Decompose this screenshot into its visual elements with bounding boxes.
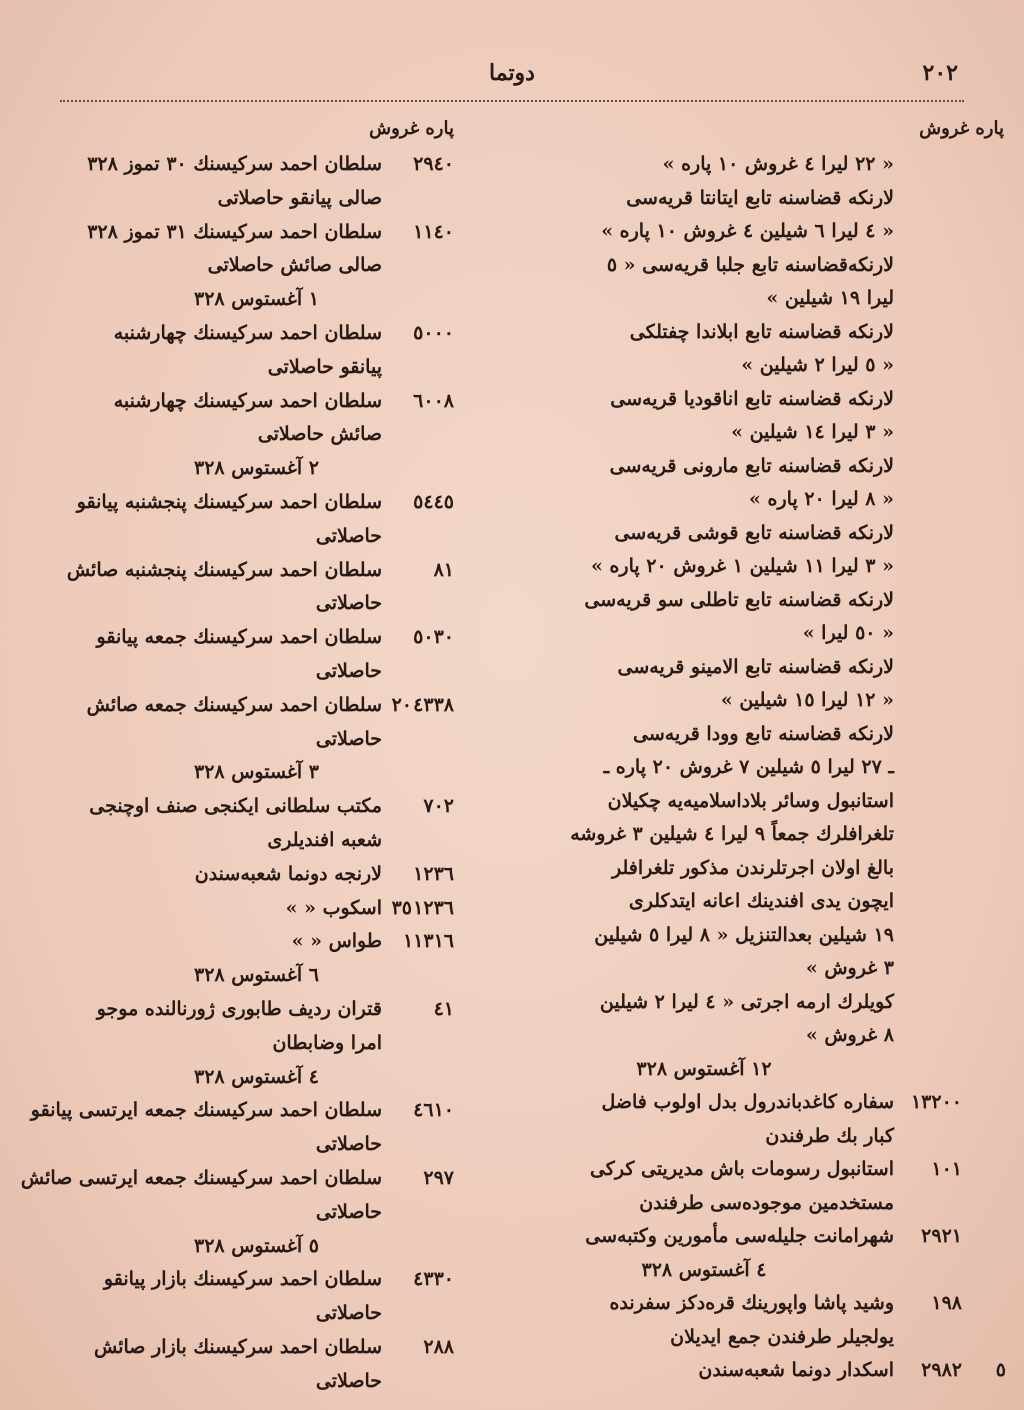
entry-text: سلطان احمد سركيسنك پنجشنبه صائش <box>66 558 382 581</box>
entry-text: صالى صائش حاصلاتى <box>207 254 382 277</box>
entry-amount-kurus: ٨١ <box>433 558 454 581</box>
entry-text: حاصلاتى <box>315 592 382 615</box>
entry-amount-kurus: ٥٠٣٠ <box>413 626 454 649</box>
entry-text: حاصلاتى <box>315 1133 382 1156</box>
entry-amount-kurus: ٧٠٢ <box>423 795 454 818</box>
entry-text: لارنكه قضاسنه تابع ابلاندا چفتلكى <box>629 320 894 343</box>
entry-amount-kurus: ٢٨٨ <box>423 1336 454 1358</box>
entry-text: سلطان احمد سركيسنك جمعه ايرتسى پيانقو <box>30 1099 382 1122</box>
date-heading: ٣ آغستوس ٣٢٨ <box>194 761 319 784</box>
date-heading: ٥ آغستوس ٣٢٨ <box>194 1234 319 1257</box>
entry-amount-kurus: ٤١ <box>433 998 454 1020</box>
entry-text: ٣ غروش » <box>805 957 894 979</box>
entry-amount-kurus: ١١٤٠ <box>413 220 454 243</box>
amount-header-right: پاره غروش <box>919 118 1004 139</box>
entry-amount-para: ٣٥ <box>391 896 412 919</box>
entry-text: يولجيلر طرفندن جمع ايديلان <box>670 1325 894 1348</box>
entry-text: لارنكه قضاسنه تابع قوشى قريه‌سى <box>614 521 894 544</box>
entry-text: تلغرافلرك جمعاً ٩ ليرا ٤ شيلين ٣ غروشه <box>570 823 894 845</box>
entry-amount-kurus: ١٩٨ <box>931 1292 962 1314</box>
entry-text: حاصلاتى <box>315 1200 382 1223</box>
entry-text: وشيد پاشا واپورينك قره‌دكز سفرنده <box>609 1292 894 1314</box>
entry-amount-kurus: ١٣٢٠٠ <box>910 1091 962 1113</box>
entry-text: اسكدار دونما شعبه‌سندن <box>698 1359 894 1381</box>
entry-text: سلطان احمد سركيسنك ٣٠ تموز ٣٢٨ <box>87 153 382 175</box>
entry-amount-kurus: ١٢٣٦ <box>413 862 454 885</box>
entry-amount-para: ٢٠ <box>391 693 412 716</box>
date-heading: ٤ آغستوس ٣٢٨ <box>194 1065 319 1088</box>
entry-text: « ٢٢ ليرا ٤ غروش ١٠ پاره » <box>662 153 894 175</box>
entry-text: سلطان احمد سركيسنك جمعه ايرتسى صائش <box>20 1167 382 1189</box>
header-divider <box>60 100 964 102</box>
entry-amount-para: ٥ <box>995 1359 1006 1381</box>
running-title: دوتما <box>489 60 535 86</box>
date-heading: ١ آغستوس ٣٢٨ <box>194 288 319 311</box>
entry-text: صالى پيانقو حاصلاتى <box>217 186 382 209</box>
entry-text: سلطان احمد سركيسنك بازار صائش <box>94 1336 382 1358</box>
entry-text: لارنجه دونما شعبه‌سندن <box>194 862 382 885</box>
entry-text: « ٨ ليرا ٢٠ پاره » <box>749 488 894 510</box>
entry-amount-kurus: ٤٣٣٠ <box>413 1268 454 1291</box>
entry-text: ـ ٢٧ ليرا ٥ شيلين ٧ غروش ٢٠ پاره ـ <box>603 756 894 778</box>
entry-text: « ٥٠ ليرا » <box>802 622 894 644</box>
entry-text: ايچون يدى افندينك اعانه ايتدكلرى <box>628 890 894 912</box>
entry-amount-kurus: ٤٦١٠ <box>413 1099 454 1122</box>
entry-amount-kurus: ٢٩٢١ <box>921 1225 962 1247</box>
entry-text: « ٥ ليرا ٢ شيلين » <box>741 354 894 376</box>
entry-text: لارنكه‌قضاسنه تابع جلبا قريه‌سى « ٥ <box>606 253 894 276</box>
entry-text: « ٣ ليرا ١١ شيلين ١ غروش ٢٠ پاره » <box>590 555 894 577</box>
entry-text: استانبول وسائر بلاداسلاميه‌يه چكيلان <box>607 789 894 812</box>
entry-text: ١٩ شيلين بعدالتنزيل « ٨ ليرا ٥ شيلين <box>594 923 894 946</box>
entry-text: لارنكه قضاسنه تابع الامينو قريه‌سى <box>617 655 894 678</box>
entry-text: سفاره كاغدباندرول بدل اولوب فاضل <box>601 1091 894 1113</box>
entry-text: بالغ اولان اجرتلرندن مذكور تلغرافلر <box>611 856 894 879</box>
date-heading: ٢ آغستوس ٣٢٨ <box>194 457 319 480</box>
entry-text: سلطان احمد سركيسنك چهارشنبه <box>113 322 382 344</box>
entry-text: لارنكه قضاسنه تابع مارونى قريه‌سى <box>609 454 894 477</box>
entry-text: طواس « » <box>291 930 382 953</box>
entry-text: « ١٢ ليرا ١٥ شيلين » <box>720 689 894 711</box>
entry-text: ٨ غروش » <box>805 1024 894 1046</box>
entry-text: سلطان احمد سركيسنك جمعه پيانقو <box>96 626 382 649</box>
entry-text: سلطان احمد سركيسنك چهارشنبه <box>113 389 382 412</box>
entry-text: كويلرك ارمه اجرتى « ٤ ليرا ٢ شيلين <box>599 990 894 1013</box>
entry-text: پيانقو حاصلاتى <box>267 355 382 378</box>
entry-amount-kurus: ٥٠٠٠ <box>413 322 454 344</box>
date-heading: ٤ آغستوس ٣٢٨ <box>641 1258 767 1281</box>
entry-text: « ٤ ليرا ٦ شيلين ٤ غروش ١٠ پاره » <box>601 220 894 242</box>
entry-text: حاصلاتى <box>315 1369 382 1392</box>
entry-text: صائش حاصلاتى <box>257 423 382 446</box>
entry-text: مستخدمين موجوده‌سى طرفندن <box>639 1191 894 1214</box>
entry-text: لارنكه قضاسنه تابع وودا قريه‌سى <box>633 722 894 745</box>
entry-text: سلطان احمد سركيسنك پنجشنبه پيانقو <box>76 491 382 513</box>
entry-text: لارنكه قضاسنه تابع ايتانتا قريه‌سى <box>626 186 894 209</box>
entry-text: شعبه افنديلرى <box>267 829 382 851</box>
entry-text: حاصلاتى <box>315 660 382 682</box>
entry-text: اسكوب « » <box>285 896 382 919</box>
page-number: ٢٠٢ <box>922 60 958 86</box>
entry-amount-kurus: ١٢٣٦ <box>413 896 454 919</box>
entry-amount-kurus: ٢٩٧ <box>423 1167 454 1189</box>
entry-text: حاصلاتى <box>315 1302 382 1325</box>
entry-text: لارنكه قضاسنه تابع تاطلى سو قريه‌سى <box>584 588 894 611</box>
entry-amount-kurus: ٦٠٠٨ <box>413 389 454 412</box>
entry-amount-kurus: ١١٣١٦ <box>402 930 454 953</box>
entry-text: سلطان احمد سركيسنك ٣١ تموز ٣٢٨ <box>87 220 382 243</box>
entry-text: مكتب سلطانى ايكنجى صنف اوچنجى <box>89 795 382 818</box>
date-heading: ١٢ آغستوس ٣٢٨ <box>636 1057 772 1080</box>
entry-text: سلطان احمد سركيسنك جمعه صائش <box>86 693 382 716</box>
entry-text: « ٣ ليرا ١٤ شيلين » <box>731 421 894 443</box>
entry-text: حاصلاتى <box>315 727 382 750</box>
entry-text: قتران رديف طابورى ژورنالنده موجو <box>96 998 382 1020</box>
entry-amount-kurus: ٢٩٨٢ <box>921 1359 962 1381</box>
entry-amount-kurus: ٢٩٤٠ <box>413 153 454 175</box>
entry-text: حاصلاتى <box>315 524 382 547</box>
date-heading: ٦ آغستوس ٣٢٨ <box>194 964 319 987</box>
entry-text: امرا وضابطان <box>272 1031 382 1054</box>
entry-text: استانبول رسومات باش مديريتى كركى <box>589 1158 894 1180</box>
entry-text: ليرا ١٩ شيلين » <box>766 287 894 309</box>
entry-amount-kurus: ٤٣٣٨ <box>413 693 454 716</box>
entry-text: لارنكه قضاسنه تابع اناقوديا قريه‌سى <box>610 387 894 410</box>
entry-text: كبار بك طرفندن <box>765 1124 894 1147</box>
entry-amount-kurus: ٥٤٤٥ <box>413 491 454 513</box>
entry-text: شهرامانت جليله‌سى مأمورين وكتبه‌سى <box>585 1225 894 1247</box>
entry-text: سلطان احمد سركيسنك بازار پيانقو <box>103 1268 382 1291</box>
page-header <box>60 60 964 100</box>
amount-header-left: پاره غروش <box>369 118 454 139</box>
entry-amount-kurus: ١٠١ <box>931 1158 962 1180</box>
